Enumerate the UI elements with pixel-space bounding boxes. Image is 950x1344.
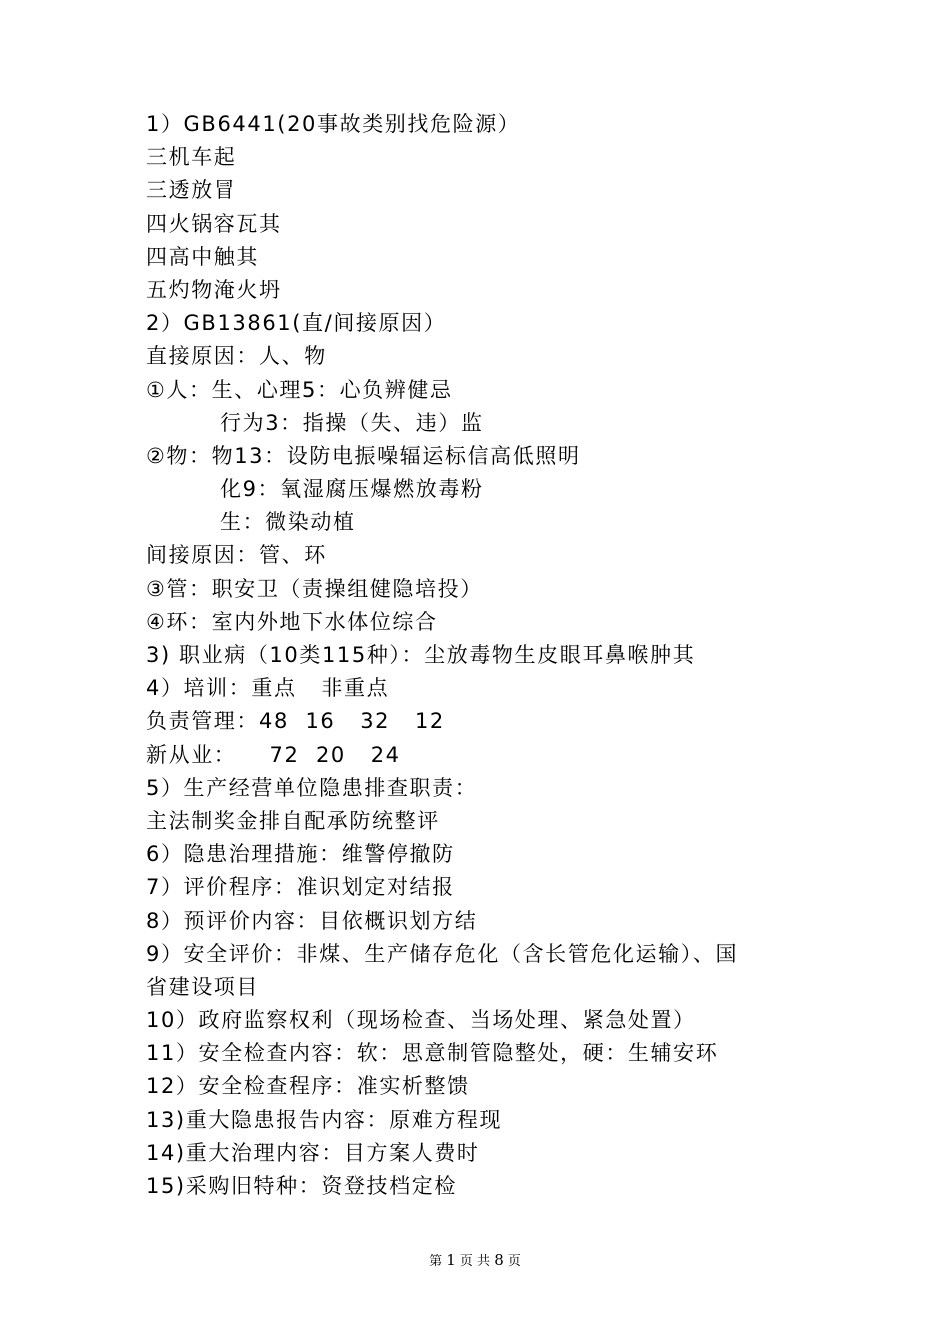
text-line: 8）预评价内容：目依概识划方结 bbox=[146, 908, 478, 933]
text-line: 3) 职业病（10类115种）：尘放毒物生皮眼耳鼻喉肿其 bbox=[146, 643, 696, 667]
text-line: 四火锅容瓦其 bbox=[146, 211, 282, 236]
text-line: 5）生产经营单位隐患排查职责： bbox=[146, 775, 478, 800]
footer-prefix: 第 bbox=[429, 1254, 443, 1269]
text-line: 13)重大隐患报告内容：原难方程现 bbox=[146, 1107, 503, 1132]
footer-middle: 页 共 bbox=[459, 1254, 491, 1269]
text-line: 主法制奖金排自配承防统整评 bbox=[146, 808, 440, 833]
text-line: 15)采购旧特种：资登技档定检 bbox=[146, 1174, 457, 1198]
footer-page-number: 1 bbox=[446, 1251, 456, 1269]
text-line: 10）政府监察权利（现场检查、当场处理、紧急处置） bbox=[146, 1008, 696, 1033]
text-line: 生：微染动植 bbox=[220, 510, 356, 535]
text-line: 间接原因：管、环 bbox=[146, 543, 327, 568]
page-footer bbox=[0, 1250, 950, 1272]
footer-total-pages: 8 bbox=[494, 1251, 504, 1269]
text-line: 直接原因：人、物 bbox=[146, 344, 327, 369]
text-line: 12）安全检查程序：准实析整馈 bbox=[146, 1074, 470, 1099]
text-line: 省建设项目 bbox=[146, 974, 259, 999]
text-line: 化9：氧湿腐压爆燃放毒粉 bbox=[220, 477, 484, 502]
text-line: 三机车起 bbox=[146, 145, 237, 170]
text-line: 2）GB13861(直/间接原因） bbox=[146, 311, 447, 336]
text-line: 四高中触其 bbox=[146, 244, 259, 269]
text-line: ②物：物13：设防电振噪辐运标信高低照明 bbox=[146, 443, 581, 468]
text-line: 9）安全评价：非煤、生产储存危化（含长管危化运输）、国 bbox=[146, 941, 739, 966]
text-line: 新从业： 72 20 24 bbox=[146, 742, 401, 767]
text-line: 五灼物淹火坍 bbox=[146, 277, 282, 302]
text-line: 4）培训：重点 非重点 bbox=[146, 676, 390, 701]
text-line: ①人：生、心理5：心负辨健忌 bbox=[146, 377, 453, 402]
text-line: 行为3：指操（失、违）监 bbox=[220, 410, 484, 435]
text-line: 负责管理：48 16 32 12 bbox=[146, 709, 445, 734]
document-body bbox=[146, 108, 816, 1203]
text-line: ④环：室内外地下水体位综合 bbox=[146, 609, 438, 634]
footer-suffix: 页 bbox=[507, 1254, 521, 1269]
text-line: 6）隐患治理措施：维警停撤防 bbox=[146, 842, 455, 867]
text-line: 14)重大治理内容：目方案人费时 bbox=[146, 1140, 480, 1165]
text-line: 1）GB6441(20事故类别找危险源） bbox=[146, 112, 521, 136]
text-line: 三透放冒 bbox=[146, 178, 237, 203]
text-line: ③管：职安卫（责操组健隐培投） bbox=[146, 576, 483, 601]
text-line: 11）安全检查内容：软：思意制管隐整处，硬：生辅安环 bbox=[146, 1041, 719, 1066]
text-line: 7）评价程序：准识划定对结报 bbox=[146, 875, 455, 900]
